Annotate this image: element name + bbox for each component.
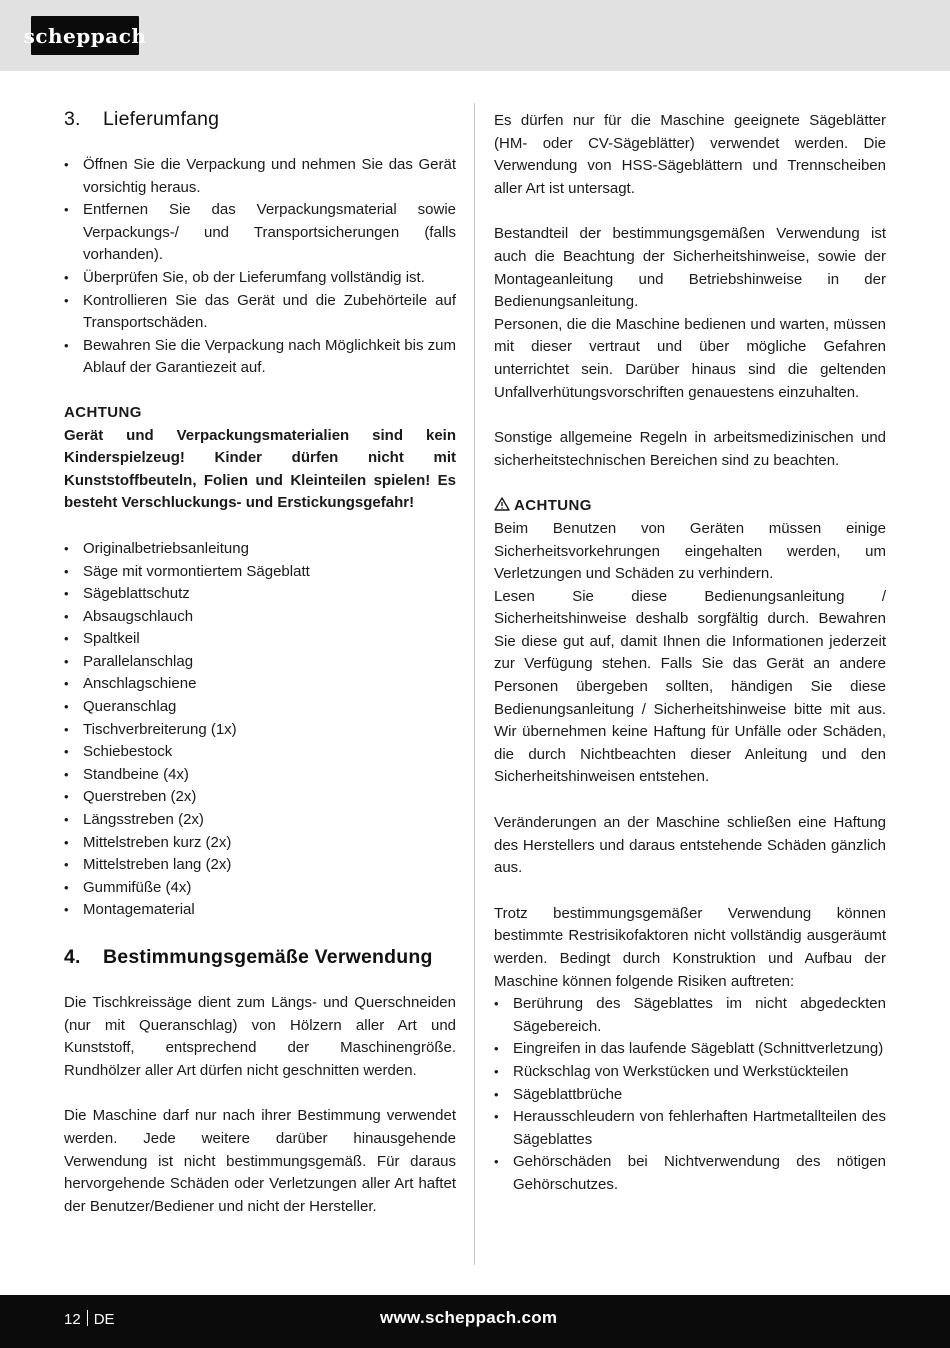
paragraph: Die Maschine darf nur nach ihrer Bestimmung verwendet werden. Jede weitere darüber hinausgehende Verwendung ist nicht bestimmungsgemäß. Für daraus hervorgehende Schäden oder Verletzungen aller Art haftet der Benutzer/Bediener und nicht der Hersteller. <box>64 1107 456 1215</box>
section-number: 4. <box>64 946 81 968</box>
paragraph: Trotz bestimmungsgemäßer Verwendung können bestimmte Restrisikofaktoren nicht vollständig ausgeräumt werden. Bedingt durch Konstruktion und Aufbau der Maschine können folgende Risiken auftreten: <box>494 904 886 990</box>
paragraph: Veränderungen an der Maschine schließen eine Haftung des Herstellers und daraus entstehende Schäden gänzlich aus. <box>494 814 886 877</box>
list-item: • Kontrollieren Sie das Gerät und die Zubehörteile auf Transportschäden. <box>64 290 456 335</box>
warning-text: Gerät und Verpackungsmaterialien sind kein Kinderspielzeug! Kinder dürfen nicht mit Kunststoffbeuteln, Folien und Kleinteilen spielen! Es besteht Verschluckungs- und Erstickungsgefahr! <box>64 426 456 512</box>
list-item: • Standbeine (4x) <box>64 764 456 787</box>
list-item: • Öffnen Sie die Verpackung und nehmen Sie das Gerät vorsichtig heraus. <box>64 154 456 199</box>
list-item: • Eingreifen in das laufende Sägeblatt (Schnittverletzung) <box>494 1038 886 1061</box>
paragraph: Sonstige allgemeine Regeln in arbeitsmedizinischen und sicherheitstechnischen Bereichen sind zu beachten. <box>494 429 886 469</box>
list-item: • Gehörschäden bei Nichtverwendung des nötigen Gehörschutzes. <box>494 1151 886 1196</box>
scheppach-logo: scheppach <box>31 16 139 55</box>
warning-triangle-icon <box>494 497 510 511</box>
left-column <box>64 104 456 1218</box>
list-item: • Montagematerial <box>64 899 456 922</box>
list-item: • Längsstreben (2x) <box>64 809 456 832</box>
list-item: • Überprüfen Sie, ob der Lieferumfang vollständig ist. <box>64 267 456 290</box>
page-number: 12 <box>64 1311 81 1328</box>
list-item: • Mittelstreben lang (2x) <box>64 854 456 877</box>
section-3-heading <box>64 104 456 134</box>
footer-bar <box>0 1295 950 1348</box>
list-item: • Herausschleudern von fehlerhaften Hartmetallteilen des Sägeblattes <box>494 1106 886 1151</box>
website-link[interactable]: www.scheppach.com <box>380 1308 558 1327</box>
risks-list <box>494 993 886 1196</box>
section-4-heading <box>64 942 456 972</box>
page-indicator <box>64 1310 115 1328</box>
list-item: • Berührung des Sägeblattes im nicht abgedeckten Sägebereich. <box>494 993 886 1038</box>
column-divider <box>474 103 475 1265</box>
paragraph: Die Tischkreissäge dient zum Längs- und Querschneiden (nur mit Queranschlag) von Hölzern aller Art und Kunststoff, entsprechend der Maschinengröße. Rundhölzer aller Art dürfen nicht geschnitten werden. <box>64 994 456 1079</box>
paragraph: Lesen Sie diese Bedienungsanleitung / Sicherheitshinweise deshalb sorgfältig durch. Bewahren Sie diese gut auf, damit Ihnen die Informationen jederzeit zur Verfügung stehen. Falls Sie das Gerät an andere Personen übergeben sollten, händigen Sie diese Bedienungsanleitung / Sicherheitshinweise bitte mit aus. Wir übernehmen keine Haftung für Unfälle oder Schäden, die durch Nichtbeachten dieser Anleitung und den Sicherheitshinweisen entstehen. <box>494 587 886 786</box>
list-item: • Entfernen Sie das Verpackungsmaterial sowie Verpackungs-/ und Transportsicherungen (falls vorhanden). <box>64 199 456 267</box>
header-bar <box>0 0 950 71</box>
unpacking-steps-list <box>64 154 456 380</box>
section-title: Lieferumfang <box>103 108 220 130</box>
paragraph: Personen, die die Maschine bedienen und warten, müssen mit dieser vertraut und über mögliche Gefahren unterrichtet sein. Darüber hinaus sind die geltenden Unfallverhütungsvorschriften genauestens einzuhalten. <box>494 315 886 401</box>
delivery-items-list <box>64 538 456 922</box>
list-item: • Sägeblattschutz <box>64 583 456 606</box>
right-column <box>494 110 886 1197</box>
list-item: • Absaugschlauch <box>64 606 456 629</box>
list-item: • Sägeblattbrüche <box>494 1084 886 1107</box>
list-item: • Säge mit vormontiertem Sägeblatt <box>64 561 456 584</box>
page-separator <box>87 1310 88 1326</box>
list-item: • Parallelanschlag <box>64 651 456 674</box>
warning-title: ACHTUNG <box>514 497 592 515</box>
section-title: Bestimmungsgemäße Verwendung <box>103 946 433 968</box>
paragraph: Beim Benutzen von Geräten müssen einige Sicherheitsvorkehrungen eingehalten werden, um Verletzungen und Schäden zu verhindern. <box>494 519 886 583</box>
list-item: • Mittelstreben kurz (2x) <box>64 832 456 855</box>
list-item: • Schiebestock <box>64 741 456 764</box>
list-item: • Rückschlag von Werkstücken und Werkstückteilen <box>494 1061 886 1084</box>
list-item: • Bewahren Sie die Verpackung nach Möglichkeit bis zum Ablauf der Garantiezeit auf. <box>64 335 456 380</box>
warning-title: ACHTUNG <box>64 403 142 421</box>
list-item: • Queranschlag <box>64 696 456 719</box>
list-item: • Tischverbreiterung (1x) <box>64 719 456 742</box>
section-number: 3. <box>64 108 81 130</box>
paragraph: Es dürfen nur für die Maschine geeignete Sägeblätter (HM- oder CV-Sägeblätter) verwendet werden. Die Verwendung von HSS-Sägeblättern und Trennscheiben aller Art ist untersagt. <box>494 112 886 197</box>
warning-heading <box>494 495 886 518</box>
list-item: • Gummifüße (4x) <box>64 877 456 900</box>
paragraph: Bestandteil der bestimmungsgemäßen Verwendung ist auch die Beachtung der Sicherheitshinweise, sowie der Montageanleitung und Betriebshinweise in der Bedienungsanleitung. <box>494 225 886 311</box>
list-item: • Querstreben (2x) <box>64 786 456 809</box>
list-item: • Spaltkeil <box>64 628 456 651</box>
list-item: • Anschlagschiene <box>64 673 456 696</box>
language-code: DE <box>93 1311 115 1328</box>
list-item: • Originalbetriebsanleitung <box>64 538 456 561</box>
